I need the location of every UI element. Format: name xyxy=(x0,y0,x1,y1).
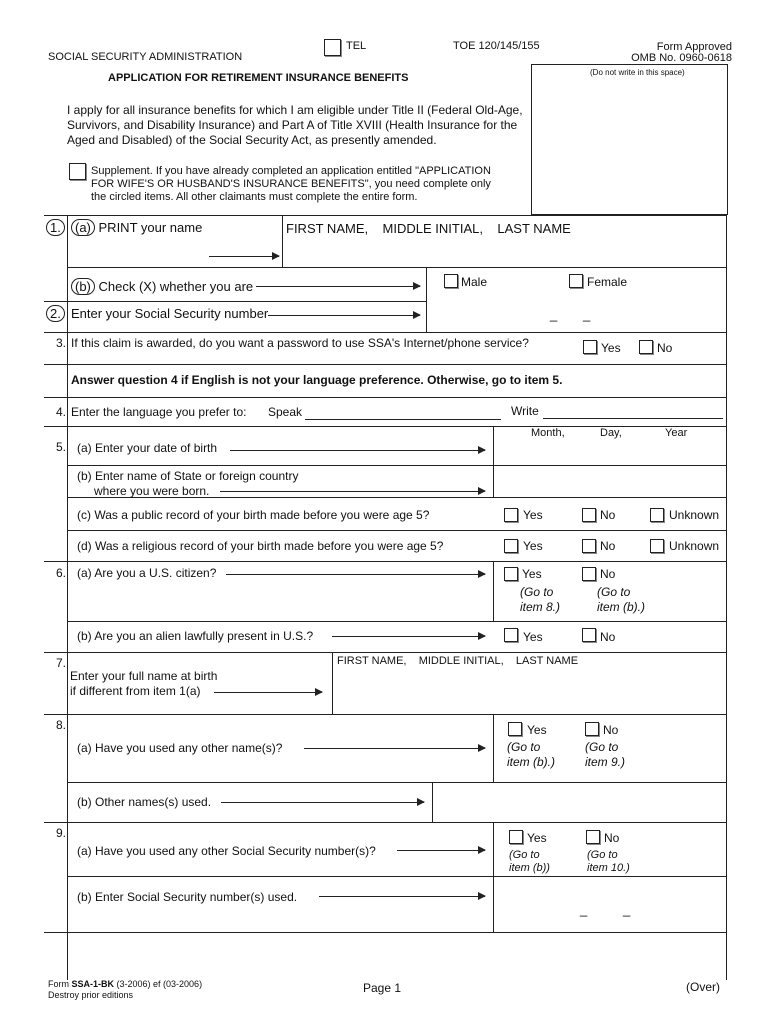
q5a-label: (a) Enter your date of birth xyxy=(77,441,218,455)
other-ssn-input[interactable] xyxy=(500,880,720,928)
q3-no-label: No xyxy=(657,341,673,355)
q5d-no-label: No xyxy=(600,539,616,553)
q5d-yes-checkbox[interactable] xyxy=(504,539,518,553)
omb-number: OMB No. 0960-0618 xyxy=(631,52,732,64)
q4-number: 4. xyxy=(56,405,67,419)
month-label: Month, xyxy=(531,427,565,439)
intro-line-1: I apply for all insurance benefits for which I am eligible under Title II (Federal Old-Age, xyxy=(67,103,523,117)
q2-label: Enter your Social Security number xyxy=(71,306,269,321)
form-id: Form SSA-1-BK (3-2006) ef (03-2006) xyxy=(48,979,203,989)
q5c-no-checkbox[interactable] xyxy=(582,508,596,522)
q5c-label: (c) Was a public record of your birth made before you were age 5? xyxy=(77,508,430,522)
male-label: Male xyxy=(461,275,488,289)
q9a-label: (a) Have you used any other Social Security number(s)? xyxy=(77,844,376,858)
male-checkbox[interactable] xyxy=(444,274,458,288)
speak-input[interactable] xyxy=(305,419,501,420)
q5c-yes-label: Yes xyxy=(523,508,543,522)
q8a-goto-yes-2: item (b).) xyxy=(507,755,555,769)
q9a-no-checkbox[interactable] xyxy=(586,830,600,844)
write-label: Write xyxy=(511,404,539,418)
q8a-goto-no-1: (Go to xyxy=(585,740,619,754)
tel-label: TEL xyxy=(346,40,367,52)
year-label: Year xyxy=(665,427,688,439)
ssn-input[interactable] xyxy=(432,304,720,328)
destroy-note: Destroy prior editions xyxy=(48,990,134,1000)
q5c-no-label: No xyxy=(600,508,616,522)
supplement-line-3: the circled items. All other claimants must complete the entire form. xyxy=(91,191,418,203)
other-names-input[interactable] xyxy=(438,786,720,818)
q6a-no-checkbox[interactable] xyxy=(582,567,596,581)
q6a-goto-yes-2: item 8.) xyxy=(520,600,561,614)
q8a-label: (a) Have you used any other name(s)? xyxy=(77,741,283,755)
q6b-label: (b) Are you an alien lawfully present in U.S.? xyxy=(77,629,314,643)
q8a-no-checkbox[interactable] xyxy=(585,722,599,736)
q5d-unknown-label: Unknown xyxy=(669,539,720,553)
speak-label: Speak xyxy=(268,405,303,419)
q6a-goto-no-2: item (b).) xyxy=(597,600,645,614)
q7-label-2: if different from item 1(a) xyxy=(70,684,201,698)
q3-number: 3. xyxy=(56,336,67,350)
q5c-yes-checkbox[interactable] xyxy=(504,508,518,522)
office-use-box xyxy=(531,64,728,215)
q9a-goto-no-2: item 10.) xyxy=(587,862,630,874)
q9a-goto-yes-1: (Go to xyxy=(509,849,540,861)
ssn-dash-1: _ xyxy=(550,307,558,322)
q7-number: 7. xyxy=(56,656,67,670)
female-checkbox[interactable] xyxy=(569,274,583,288)
q6b-no-checkbox[interactable] xyxy=(582,628,596,642)
q8b-label: (b) Other names(s) used. xyxy=(77,795,212,809)
q7-name-columns: FIRST NAME, MIDDLE INITIAL, LAST NAME xyxy=(337,655,579,667)
q3-yes-checkbox[interactable] xyxy=(583,340,597,354)
q1-name-columns: FIRST NAME, MIDDLE INITIAL, LAST NAME xyxy=(286,221,571,236)
q6a-yes-label: Yes xyxy=(522,567,542,581)
q9-number: 9. xyxy=(56,826,67,840)
form-title: APPLICATION FOR RETIREMENT INSURANCE BENEFITS xyxy=(108,72,409,84)
q9a-no-label: No xyxy=(604,831,620,845)
q9b-dash-1: _ xyxy=(580,902,588,917)
q5-number: 5. xyxy=(56,440,67,454)
q6a-yes-checkbox[interactable] xyxy=(504,567,518,581)
q9b-label: (b) Enter Social Security number(s) used. xyxy=(77,890,298,904)
q9a-goto-no-1: (Go to xyxy=(587,849,618,861)
q2-number: 2. xyxy=(46,305,65,322)
q4-label: Enter the language you prefer to: xyxy=(71,405,247,419)
q5d-yes-label: Yes xyxy=(523,539,543,553)
q8a-goto-no-2: item 9.) xyxy=(585,755,626,769)
q5b-label-1: (b) Enter name of State or foreign country xyxy=(77,469,299,483)
supplement-checkbox[interactable] xyxy=(69,163,86,180)
q8a-yes-checkbox[interactable] xyxy=(508,722,522,736)
q6a-label: (a) Are you a U.S. citizen? xyxy=(77,566,217,580)
q1-number: 1. xyxy=(46,219,65,236)
birth-name-input[interactable] xyxy=(340,672,720,708)
q6b-yes-label: Yes xyxy=(523,630,543,644)
q1b-label: (b) Check (X) whether you are xyxy=(71,278,253,295)
q5c-unknown-label: Unknown xyxy=(669,508,720,522)
intro-line-2: Survivors, and Disability Insurance) and Part A of Title XVIII (Health Insurance for the xyxy=(67,118,518,132)
q9b-dash-2: _ xyxy=(623,902,631,917)
tel-checkbox[interactable] xyxy=(324,39,341,56)
q6b-no-label: No xyxy=(600,630,616,644)
q3-label: If this claim is awarded, do you want a password to use SSA's Internet/phone service? xyxy=(71,336,529,350)
write-input[interactable] xyxy=(543,418,723,419)
toe-code: TOE 120/145/155 xyxy=(453,40,540,52)
name-input[interactable] xyxy=(290,241,720,263)
q6a-goto-yes-1: (Go to xyxy=(520,585,554,599)
supplement-line-2: FOR WIFE'S OR HUSBAND'S INSURANCE BENEFITS", you need complete only xyxy=(91,178,491,190)
q9a-goto-yes-2: item (b)) xyxy=(509,862,550,874)
q5c-unknown-checkbox[interactable] xyxy=(650,508,664,522)
q6b-yes-checkbox[interactable] xyxy=(504,628,518,642)
agency-name: SOCIAL SECURITY ADMINISTRATION xyxy=(48,51,243,63)
q8a-yes-label: Yes xyxy=(527,723,547,737)
dob-input[interactable] xyxy=(500,442,720,462)
page-number: Page 1 xyxy=(363,981,402,995)
day-label: Day, xyxy=(600,427,622,439)
form-approved: Form Approved xyxy=(656,41,732,53)
q5b-label-2: where you were born. xyxy=(94,484,210,498)
female-label: Female xyxy=(587,275,628,289)
q8a-goto-yes-1: (Go to xyxy=(507,740,541,754)
q6a-no-label: No xyxy=(600,567,616,581)
over-note: (Over) xyxy=(686,980,720,994)
q5d-no-checkbox[interactable] xyxy=(582,539,596,553)
ssn-dash-2: _ xyxy=(583,307,591,322)
q3-no-checkbox[interactable] xyxy=(639,340,653,354)
q4-instruction: Answer question 4 if English is not your language preference. Otherwise, go to item 5. xyxy=(71,373,563,387)
q6a-goto-no-1: (Go to xyxy=(597,585,631,599)
q8-number: 8. xyxy=(56,718,67,732)
q6-number: 6. xyxy=(56,566,67,580)
q9a-yes-checkbox[interactable] xyxy=(509,830,523,844)
q1a-label: (a) PRINT your name xyxy=(71,219,202,236)
birthplace-input[interactable] xyxy=(500,470,720,494)
intro-line-3: Aged and Disabled) of the Social Security Act, as presently amended. xyxy=(67,133,437,147)
q5d-unknown-checkbox[interactable] xyxy=(650,539,664,553)
q8a-no-label: No xyxy=(603,723,619,737)
q5d-label: (d) Was a religious record of your birth made before you were age 5? xyxy=(77,539,444,553)
do-not-write-note: (Do not write in this space) xyxy=(590,68,685,77)
q7-label-1: Enter your full name at birth xyxy=(70,669,218,683)
q3-yes-label: Yes xyxy=(601,341,621,355)
q9a-yes-label: Yes xyxy=(527,831,547,845)
supplement-line-1: Supplement. If you have already completed an application entitled "APPLICATION xyxy=(91,165,491,177)
